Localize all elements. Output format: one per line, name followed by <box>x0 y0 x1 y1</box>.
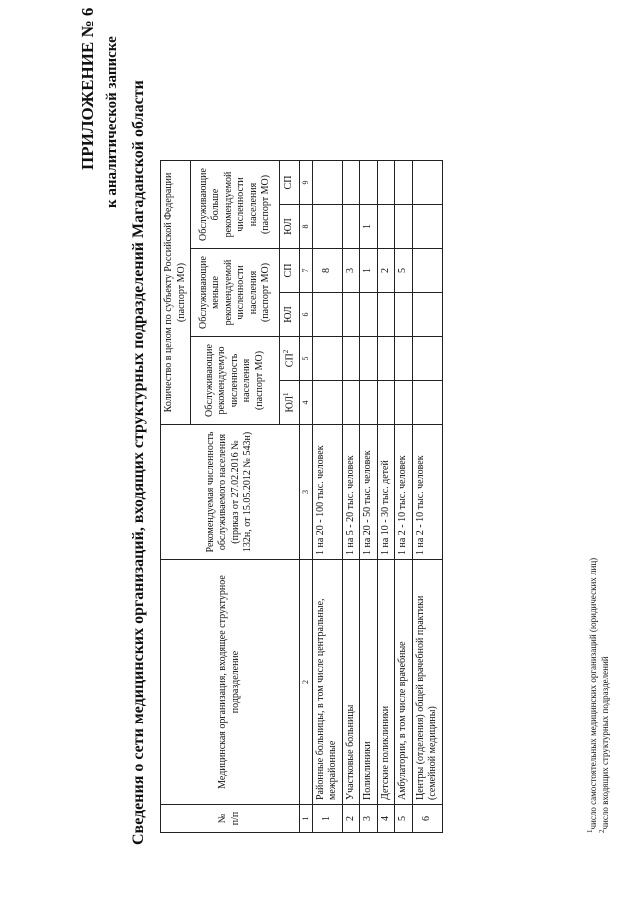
row-recommended: 1 на 10 - 30 тыс. детей <box>377 425 395 560</box>
appendix-title: ПРИЛОЖЕНИЕ № 6 <box>78 7 97 170</box>
table-row <box>412 161 442 833</box>
appendix-subtitle: к аналитической записке <box>104 36 120 208</box>
row-cell <box>412 249 442 293</box>
row-num: 2 <box>342 805 360 833</box>
col-number: 3 <box>299 425 312 560</box>
row-cell: 3 <box>342 249 360 293</box>
header-sp-2: СП <box>280 249 300 293</box>
table-row <box>377 161 395 833</box>
row-recommended: 1 на 20 - 50 тыс. человек <box>360 425 378 560</box>
header-recommended: Рекомендуемая численность обслуживаемого населения (приказ от 27.02.2016 № 132н, от 15.05.2012 № 543н) <box>161 425 300 560</box>
row-cell <box>395 161 413 205</box>
row-cell <box>395 381 413 425</box>
row-org: Амбулатории, в том числе врачебные <box>395 560 413 805</box>
table-row <box>395 161 413 833</box>
col-number: 7 <box>299 249 312 293</box>
row-cell <box>312 293 342 337</box>
row-cell: 1 <box>360 205 378 249</box>
header-ul-2: ЮЛ <box>280 293 300 337</box>
row-num: 4 <box>377 805 395 833</box>
medical-network-table <box>160 160 443 833</box>
row-org: Поликлиники <box>360 560 378 805</box>
row-cell <box>412 161 442 205</box>
header-ul-3: ЮЛ <box>280 205 300 249</box>
row-cell <box>412 337 442 381</box>
col-number: 4 <box>299 381 312 425</box>
header-num: № п/п <box>161 805 300 833</box>
row-recommended: 1 на 5 - 20 тыс. человек <box>342 425 360 560</box>
header-serving-less: Обслуживающие меньше рекомендуемой численности населения (паспорт МО) <box>191 249 280 337</box>
header-org: Медицинская организация, входящее структурное подразделение <box>161 560 300 805</box>
row-num: 3 <box>360 805 378 833</box>
col-number: 6 <box>299 293 312 337</box>
row-cell <box>395 337 413 381</box>
row-recommended: 1 на 2 - 10 тыс. человек <box>412 425 442 560</box>
row-cell <box>312 205 342 249</box>
table-row <box>312 161 342 833</box>
row-cell <box>342 381 360 425</box>
row-cell <box>342 205 360 249</box>
header-sp-1: $СП^2$ <box>280 337 300 381</box>
table-row <box>360 161 378 833</box>
row-org: Центры (отделения) общей врачебной практики (семейной медицины) <box>412 560 442 805</box>
row-org: Районные больницы, в том числе центральные, межрайонные <box>312 560 342 805</box>
row-cell <box>377 381 395 425</box>
footnote-2: $^2$число входящих структурных подразделений <box>598 656 610 833</box>
header-total: Количество в целом по субъекту Российской Федерации (паспорт МО) <box>161 161 191 425</box>
header-sp-3: СП <box>280 161 300 205</box>
row-recommended: 1 на 2 - 10 тыс. человек <box>395 425 413 560</box>
row-cell <box>342 293 360 337</box>
row-recommended: 1 на 20 - 100 тыс. человек <box>312 425 342 560</box>
row-cell <box>360 161 378 205</box>
row-cell <box>312 161 342 205</box>
row-org: Детские поликлиники <box>377 560 395 805</box>
col-number: 5 <box>299 337 312 381</box>
row-cell <box>342 161 360 205</box>
header-serving-recommended: Обслуживающие рекомендуемую численность населения (паспорт МО) <box>191 337 280 425</box>
header-ul-1: $ЮЛ^1$ <box>280 381 300 425</box>
row-num: 1 <box>312 805 342 833</box>
row-cell <box>360 381 378 425</box>
row-cell <box>360 337 378 381</box>
row-cell <box>377 337 395 381</box>
column-number-row <box>299 161 312 833</box>
document-title: Сведения о сети медицинских организаций, входящих структурных подразделений Магаданской области <box>130 80 147 845</box>
footnote-1: $^1$число самостоятельных медицинских организаций (юридических лиц) <box>586 557 598 833</box>
row-cell: 2 <box>377 249 395 293</box>
row-org: Участковые больницы <box>342 560 360 805</box>
row-cell <box>377 161 395 205</box>
row-cell: 1 <box>360 249 378 293</box>
row-cell <box>412 205 442 249</box>
row-cell <box>312 337 342 381</box>
row-cell <box>412 293 442 337</box>
row-num: 6 <box>412 805 442 833</box>
row-cell <box>412 381 442 425</box>
col-number: 2 <box>299 560 312 805</box>
row-cell: 8 <box>312 249 342 293</box>
row-cell <box>342 337 360 381</box>
col-number: 8 <box>299 205 312 249</box>
row-cell <box>360 293 378 337</box>
row-cell: 5 <box>395 249 413 293</box>
row-cell <box>395 293 413 337</box>
row-cell <box>395 205 413 249</box>
header-serving-more: Обслуживающие больше рекомендуемой численности населения (паспорт МО) <box>191 161 280 249</box>
header-row-1 <box>161 161 191 833</box>
row-cell <box>312 381 342 425</box>
row-cell <box>377 293 395 337</box>
row-cell <box>377 205 395 249</box>
col-number: 9 <box>299 161 312 205</box>
col-number: 1 <box>299 805 312 833</box>
table-row <box>342 161 360 833</box>
row-num: 5 <box>395 805 413 833</box>
